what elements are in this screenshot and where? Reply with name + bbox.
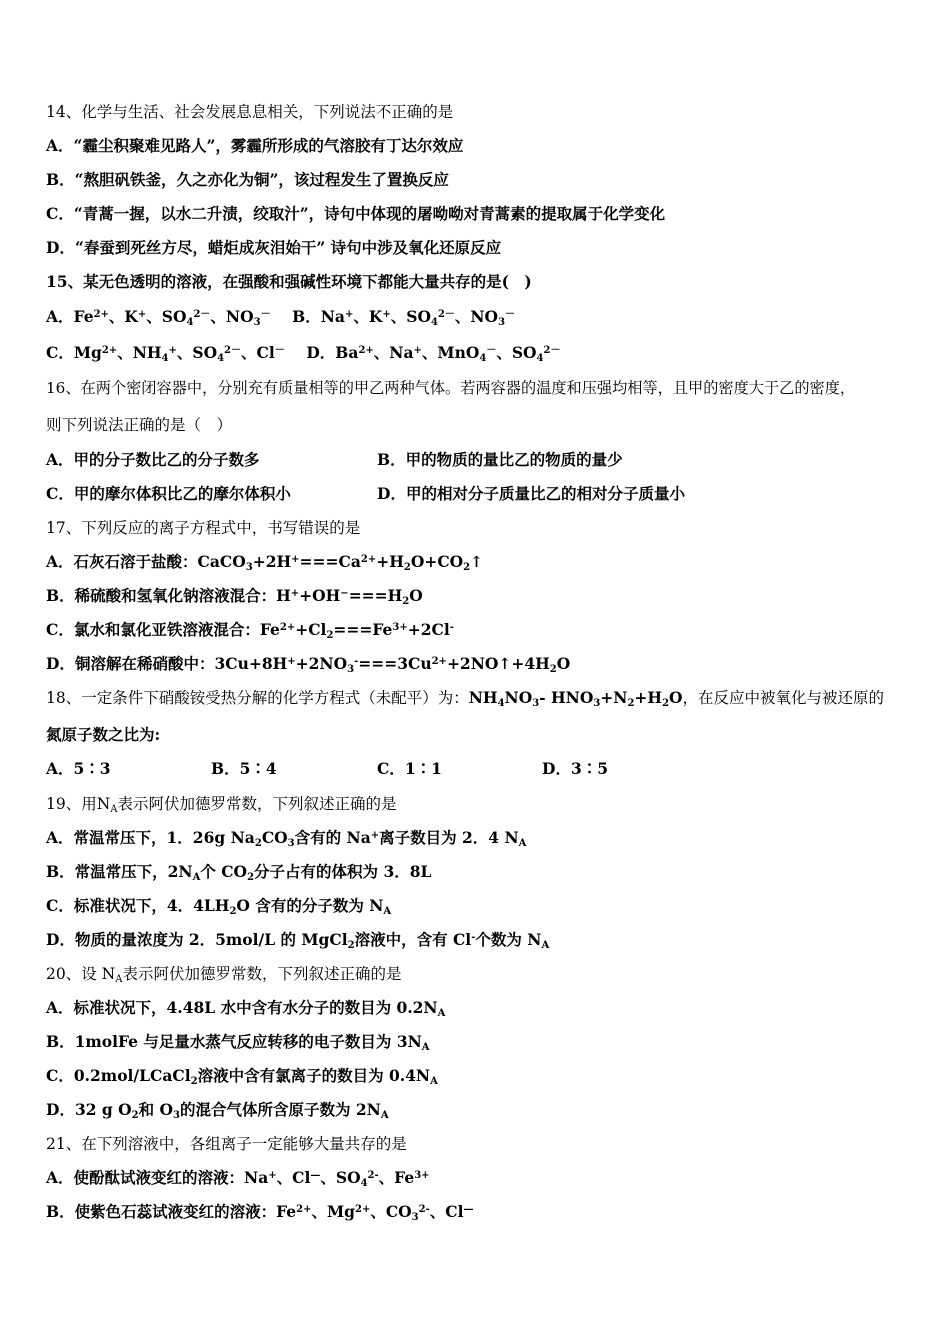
question-15-options-cd: C．$Mg^{2+}$、$NH_4^+$、$SO_4^{2-}$、Cl－ D．$Ba^{2+}$、Na+、MnO$_4$－、$SO_4^{2-}$: [46, 343, 561, 364]
question-18-stem-line2: 氮原子数之比为:: [46, 725, 161, 744]
question-20-option-a: A．标准状况下，4.48L 水中含有水分子的数目为 $0.2N_A$: [46, 998, 446, 1019]
question-21-stem: 21、在下列溶液中，各组离子一定能够大量共存的是: [46, 1135, 407, 1153]
question-16-options-cd: C．甲的摩尔体积比乙的摩尔体积小 D．甲的相对分子质量比乙的相对分子质量小: [46, 484, 685, 503]
question-14-option-c: C．“青蒿一握，以水二升渍，绞取汁”，诗句中体现的屠呦呦对青蒿素的提取属于化学变化: [46, 204, 666, 223]
question-20-option-b: B．1molFe 与足量水蒸气反应转移的电子数目为 $3N_A$: [46, 1032, 430, 1053]
question-14-option-a: A．“霾尘积聚难见路人”，雾霾所形成的气溶胶有丁达尔效应: [46, 136, 464, 155]
question-19-option-d: D．物质的量浓度为 2．5mol/L 的 MgCl$_2$溶液中，含有 Cl-个数为 $N_A$: [46, 930, 550, 951]
question-17-option-d: D．铜溶解在稀硝酸中：$3Cu+8H^++2NO_3^-===3Cu^{2+}+2NO↑+4H_2O$: [46, 654, 571, 675]
question-16-options-ab: A．甲的分子数比乙的分子数多 B．甲的物质的量比乙的物质的量少: [46, 450, 623, 469]
question-21-option-b: B．使紫色石蕊试液变红的溶液：$Fe^{2+}$、$Mg^{2+}$、$CO_3^{2-}$、Cl—: [46, 1202, 474, 1223]
question-19-option-a: A．常温常压下，1．26g $Na_2CO_3$含有的 Na+离子数目为 2．4 $N_A$: [46, 828, 527, 849]
question-20-option-c: C．0.2mol/LCaCl$_2$溶液中含有氯离子的数目为 $0.4N_A$: [46, 1066, 438, 1087]
question-17-stem: 17、下列反应的离子方程式中，书写错误的是: [46, 519, 361, 537]
question-18-options: A．5∶3 B．5∶4 C．1∶1 D．3∶5: [46, 759, 609, 778]
question-20-option-d: D．32 g $O_2$和 $O_3$的混合气体所含原子数为 $2N_A$: [46, 1100, 389, 1121]
question-21-option-a: A．使酚酞试液变红的溶液：Na+、Cl—、$SO_4^{2-}$、$Fe^{3+}$: [46, 1168, 430, 1189]
question-15-options-ab: A．$Fe^{2+}$、K+、$SO_4^{2-}$、$NO_3^-$ B．Na+、K+、$SO_4^{2-}$、$NO_3^-$: [46, 307, 516, 328]
question-15-stem: 15、某无色透明的溶液，在强酸和强碱性环境下都能大量共存的是( ): [46, 272, 532, 291]
question-19-stem: 19、用$N_A$表示阿伏加德罗常数，下列叙述正确的是: [46, 795, 397, 815]
question-17-option-a: A．石灰石溶于盐酸：$CaCO_3+2H^+===Ca^{2+}+H_2O+CO_2↑$: [46, 552, 484, 573]
question-16-stem-line2: 则下列说法正确的是（ ）: [46, 416, 233, 434]
question-14-stem: 14、化学与生活、社会发展息息相关，下列说法不正确的是: [46, 103, 454, 121]
question-18-stem-line1: 18、一定条件下硝酸铵受热分解的化学方程式（未配平）为：$NH_4NO_3-$ $HNO_3+N_2+H_2O$，在反应中被氧化与被还原的: [46, 688, 885, 709]
question-19-option-b: B．常温常压下，$2N_A$个 $CO_2$分子占有的体积为 3．8L: [46, 862, 432, 883]
question-17-option-b: B．稀硫酸和氢氧化钠溶液混合：$H^++OH^-===H_2O$: [46, 586, 423, 607]
question-17-option-c: C．氯水和氯化亚铁溶液混合：$Fe^{2+}+Cl_2===Fe^{3+}+2Cl^-$: [46, 620, 454, 641]
question-16-stem-line1: 16、在两个密闭容器中，分别充有质量相等的甲乙两种气体。若两容器的温度和压强均相等，且甲的密度大于乙的密度，: [46, 379, 856, 397]
question-14-option-b: B．“熬胆矾铁釜，久之亦化为铜”，该过程发生了置换反应: [46, 170, 449, 189]
question-19-option-c: C．标准状况下，4．$4LH_2O$ 含有的分子数为 $N_A$: [46, 896, 392, 917]
question-20-stem: 20、设 $N_A$表示阿伏加德罗常数，下列叙述正确的是: [46, 965, 402, 985]
question-14-option-d: D．“春蚕到死丝方尽，蜡炬成灰泪始干” 诗句中涉及氧化还原反应: [46, 238, 502, 257]
